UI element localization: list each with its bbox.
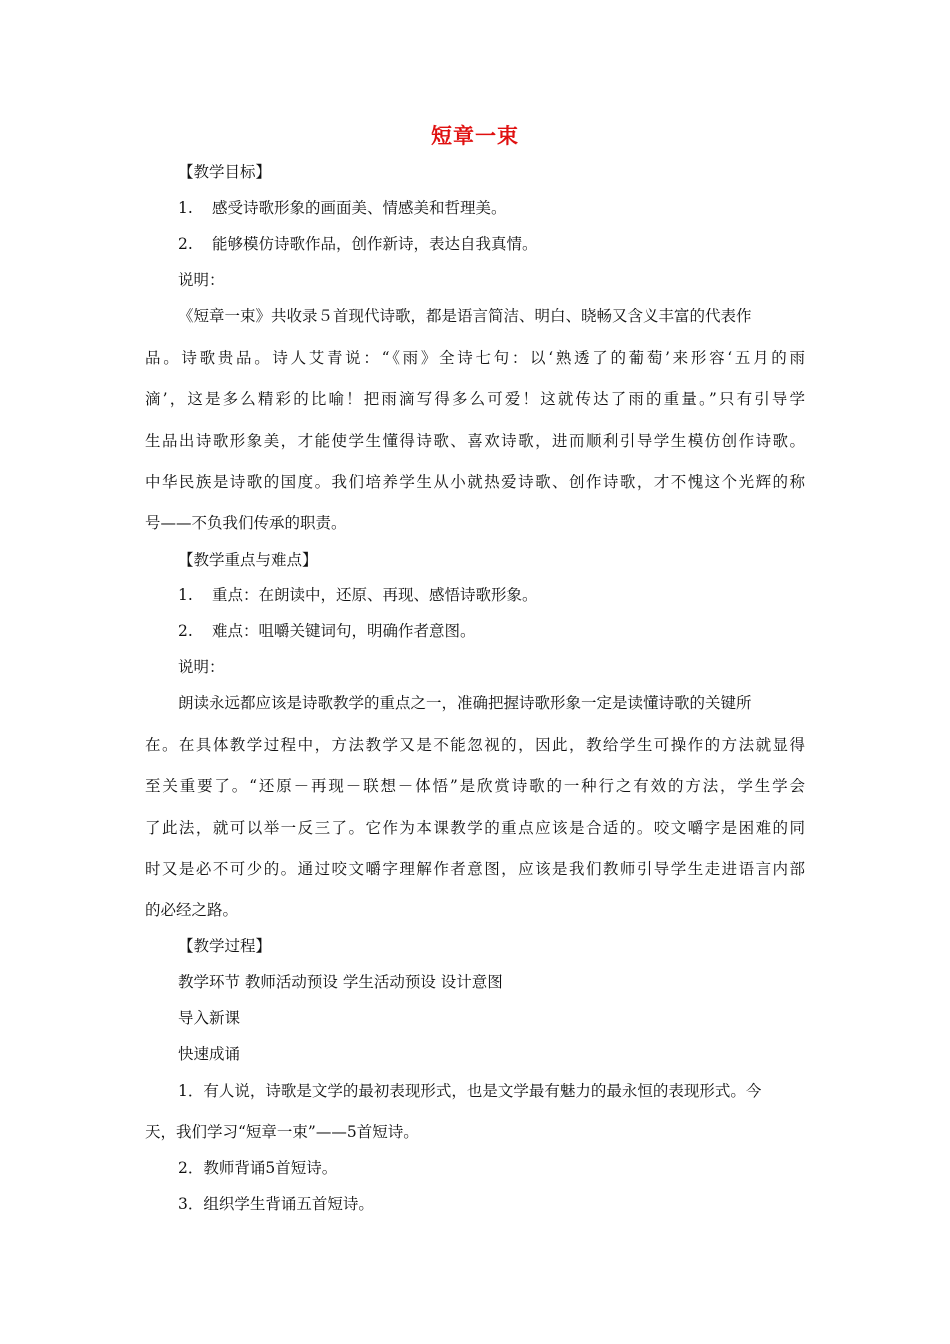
objective-num-2: 2. [178, 235, 193, 253]
process-step-2: 2．教师背诵5首短诗。 [178, 1159, 338, 1177]
process-step-1-line-2: 天，我们学习“短章一束”——5首短诗。 [145, 1123, 419, 1141]
objective-text-1: 感受诗歌形象的画面美、情感美和哲理美。 [212, 199, 507, 217]
objectives-heading: 【教学目标】 [178, 163, 272, 181]
keypoints-note-line-2: 在。在具体教学过程中，方法教学又是不能忽视的，因此，教给学生可操作的方法就显得 [145, 736, 805, 754]
keypoint-num-1: 1. [178, 586, 193, 604]
keypoints-heading: 【教学重点与难点】 [178, 551, 318, 569]
objectives-note-line-5: 中华民族是诗歌的国度。我们培养学生从小就热爱诗歌、创作诗歌，才不愧这个光辉的称 [145, 473, 805, 491]
objective-num-1: 1. [178, 199, 193, 217]
keypoints-note-line-1: 朗读永远都应该是诗歌教学的重点之一，准确把握诗歌形象一定是读懂诗歌的关键所 [178, 694, 752, 712]
objective-text-2: 能够模仿诗歌作品，创作新诗，表达自我真情。 [212, 235, 538, 253]
keypoints-note-line-5: 时又是必不可少的。通过咬文嚼字理解作者意图，应该是我们教师引导学生走进语言内部 [145, 860, 805, 878]
keypoints-note-line-6: 的必经之路。 [145, 901, 239, 919]
process-section-intro: 导入新课 [178, 1009, 241, 1027]
keypoints-note-line-3: 至关重要了。“还原－再现－联想－体悟”是欣赏诗歌的一种行之有效的方法，学生学会 [145, 777, 805, 795]
objectives-note-label: 说明： [178, 271, 225, 289]
keypoint-item-2 [178, 621, 476, 641]
process-columns: 教学环节 教师活动预设 学生活动预设 设计意图 [178, 973, 503, 991]
objective-item-1 [178, 198, 507, 218]
objectives-note-line-1: 《短章一束》共收录５首现代诗歌，都是语言简洁、明白、晓畅又含义丰富的代表作 [178, 307, 752, 325]
objectives-note-line-6: 号——不负我们传承的职责。 [145, 514, 347, 532]
keypoint-item-1 [178, 585, 538, 605]
keypoints-note-line-4: 了此法，就可以举一反三了。它作为本课教学的重点应该是合适的。咬文嚼字是困难的同 [145, 819, 805, 837]
objectives-note-line-3: 滴’，这是多么精彩的比喻！把雨滴写得多么可爱！这就传达了雨的重量。”只有引导学 [145, 390, 805, 408]
objectives-note-line-2: 品。诗歌贵品。诗人艾青说：“《雨》全诗七句：以‘熟透了的葡萄’来形容‘五月的雨 [145, 349, 805, 367]
process-step-3: 3．组织学生背诵五首短诗。 [178, 1195, 374, 1213]
process-section-recite: 快速成诵 [178, 1045, 241, 1063]
objective-item-2 [178, 234, 538, 254]
keypoint-text-2: 难点：咀嚼关键词句，明确作者意图。 [212, 622, 476, 640]
objectives-note-line-4: 生品出诗歌形象美，才能使学生懂得诗歌、喜欢诗歌，进而顺利引导学生模仿创作诗歌。 [145, 432, 805, 450]
document-title: 短章一束 [431, 123, 519, 148]
keypoints-note-label: 说明： [178, 658, 225, 676]
process-heading: 【教学过程】 [178, 937, 272, 955]
process-step-1-line-1: 1．有人说，诗歌是文学的最初表现形式，也是文学最有魅力的最永恒的表现形式。今 [178, 1082, 762, 1100]
keypoint-num-2: 2. [178, 622, 193, 640]
keypoint-text-1: 重点：在朗读中，还原、再现、感悟诗歌形象。 [212, 586, 538, 604]
